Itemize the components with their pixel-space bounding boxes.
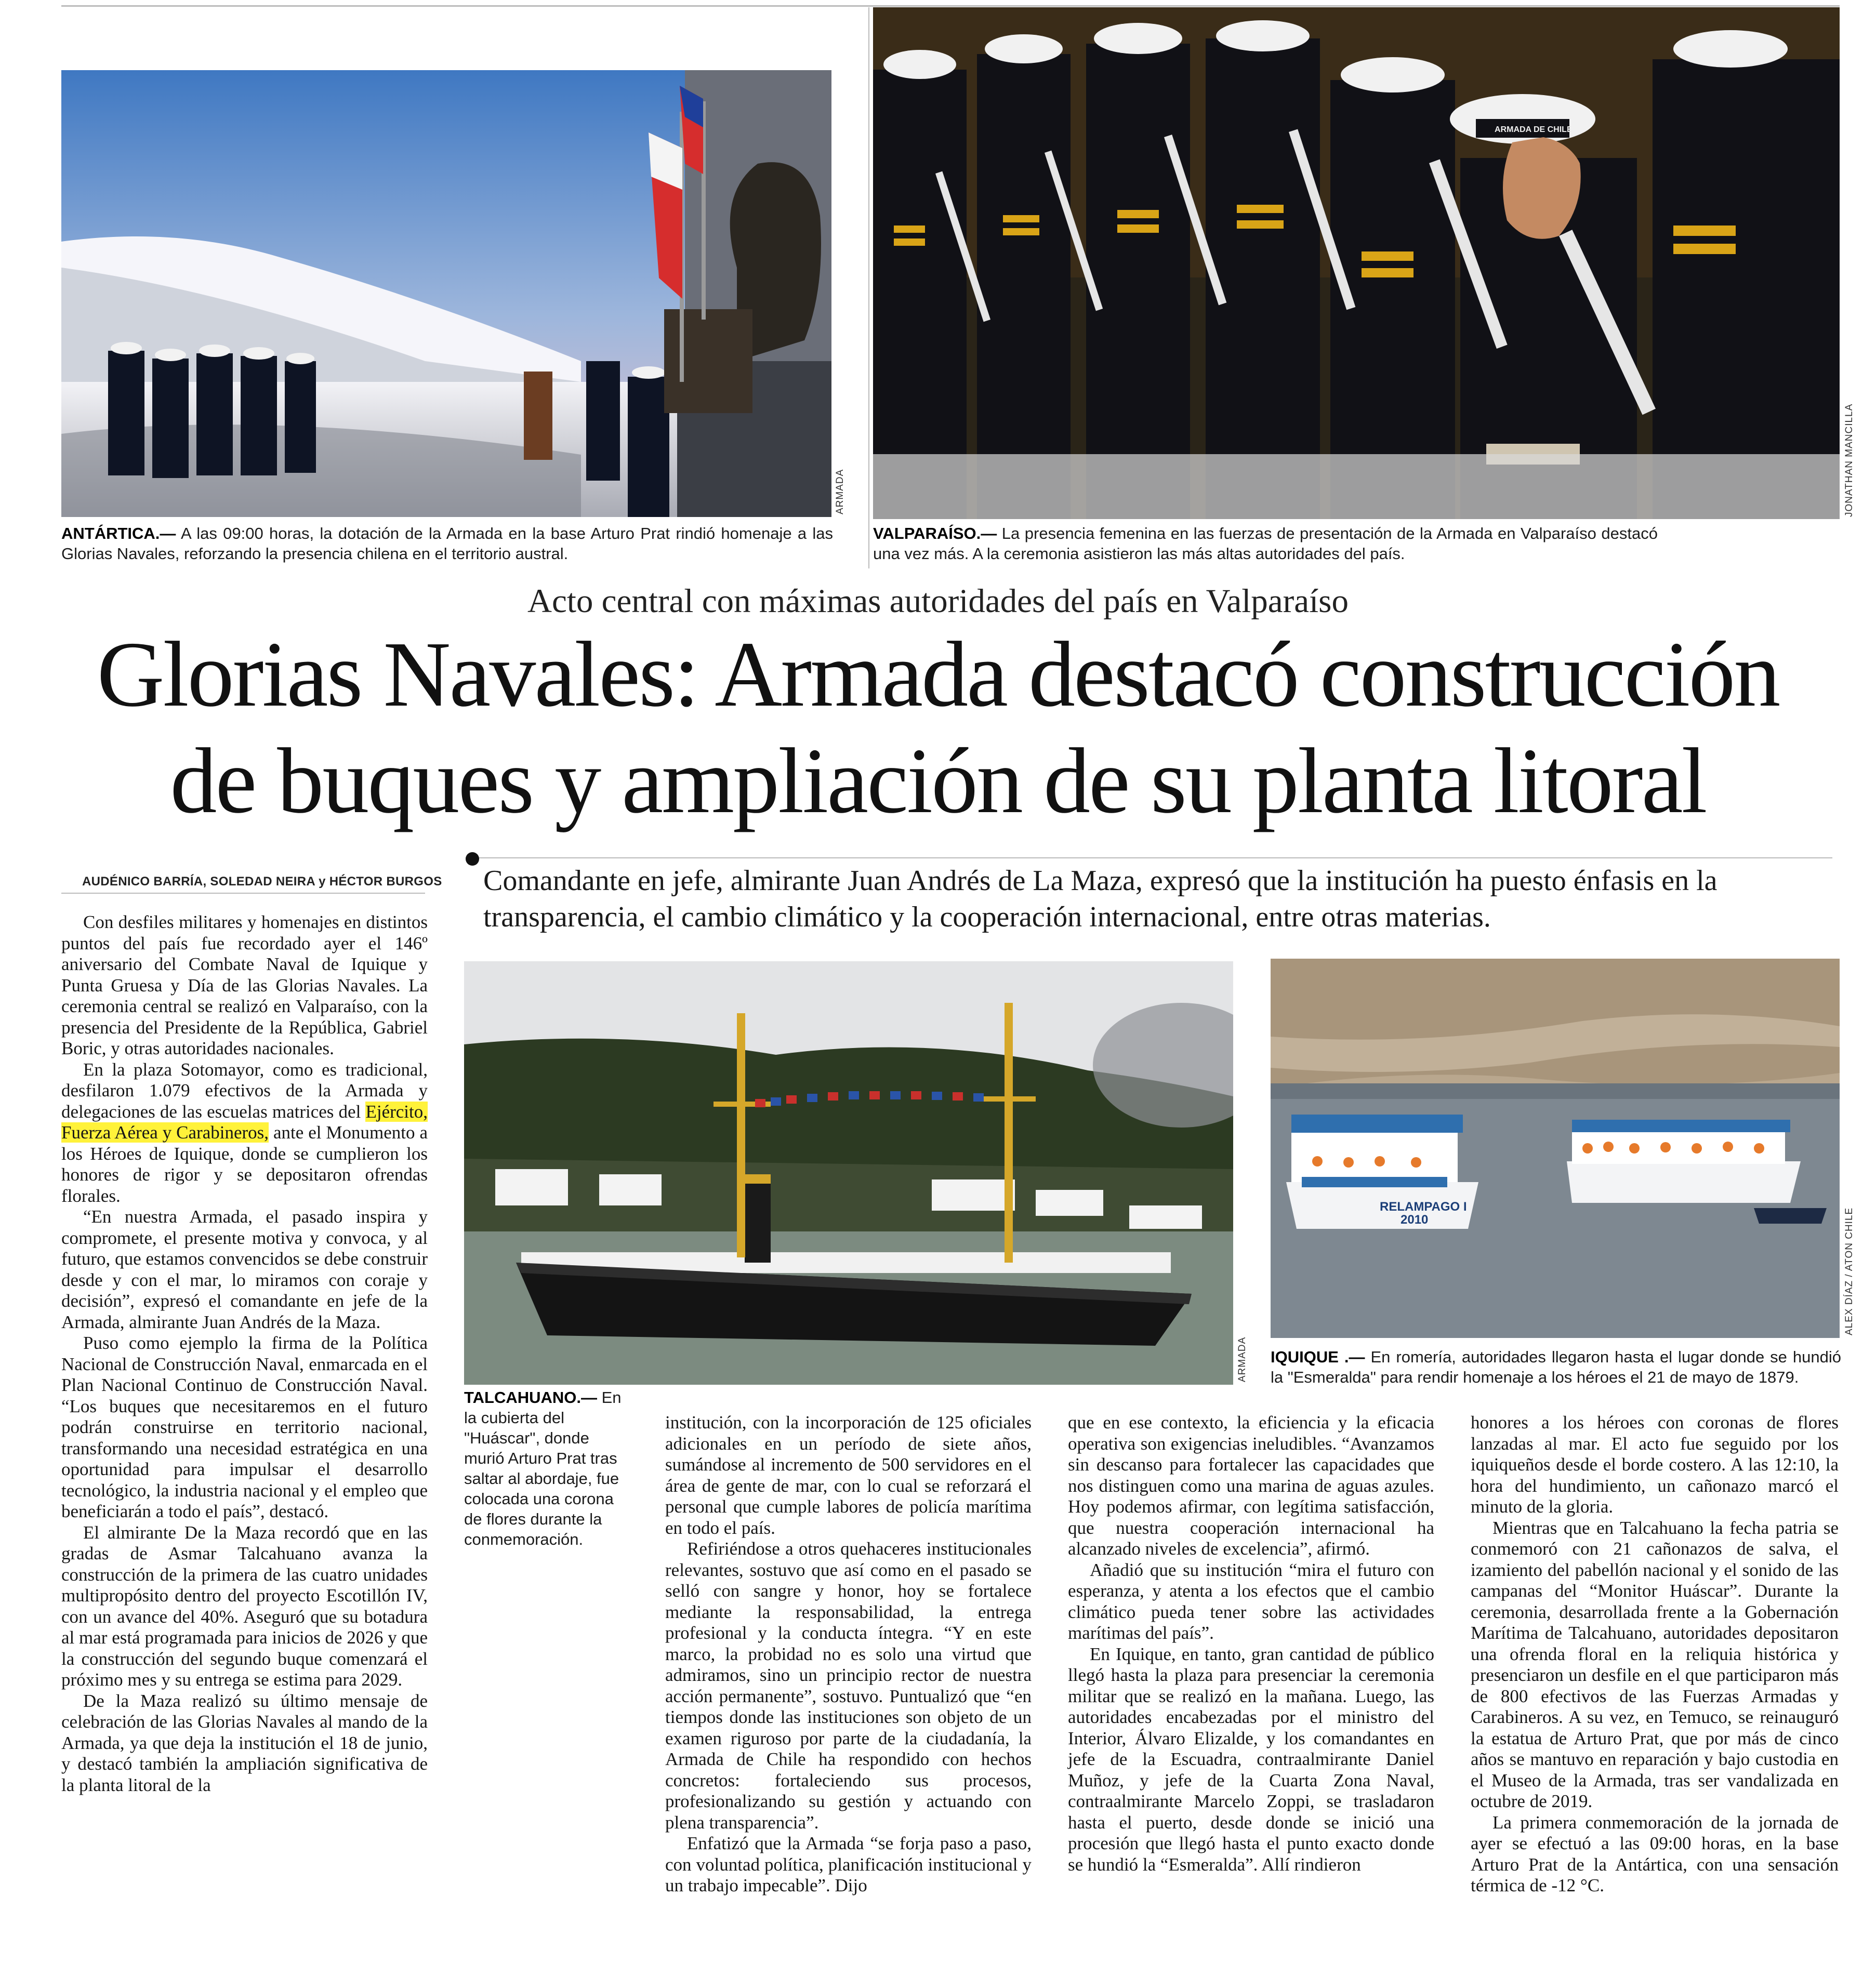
byline: AUDÉNICO BARRÍA, SOLEDAD NEIRA y HÉCTOR BURGOS	[82, 874, 442, 889]
deck-bullet	[466, 852, 479, 866]
caption-label-valparaiso: VALPARAÍSO.—	[873, 524, 997, 542]
photo-credit-talcahuano: ARMADA	[1237, 1336, 1248, 1382]
photo-credit-antartica: ARMADA	[835, 469, 845, 514]
photo-antartica	[61, 70, 831, 517]
photo-valparaiso	[873, 7, 1840, 519]
photo-credit-valparaiso: JONATHAN MANCILLA	[1844, 403, 1855, 517]
photo-talcahuano	[464, 961, 1233, 1385]
caption-text-antartica: A las 09:00 horas, la dotación de la Armada en la base Arturo Prat rindió homenaje a las Glorias Navales, reforzando la presencia chilena en el territorio austral.	[61, 524, 833, 563]
col1-p5: El almirante De la Maza recordó que en las gradas de Asmar Talcahuano avanza la construcción de la primera de las cuatro unidades multipropósito dentro del proyecto Escotillón IV, con un avance del 40%. Aseguró que su botadura al mar está programada para inicios de 2026 y que la construcción del segundo buque comenzará el próximo mes y su entrega se estima para 2029.	[61, 1522, 428, 1690]
top-rule-right	[867, 5, 1840, 7]
caption-label-talcahuano: TALCAHUANO.—	[464, 1388, 598, 1407]
caption-antartica	[61, 523, 833, 564]
col5-p1: honores a los héroes con coronas de flores lanzadas al mar. El acto fue seguido por los iquiqueños desde el borde costero. A las 12:10, la hora del hundimiento, un cañonazo marcó el minuto de la gloria.	[1471, 1412, 1839, 1517]
caption-text-talcahuano: En la cubierta del "Huáscar", donde murió Arturo Prat tras saltar al abordaje, fue colocada una corona de flores durante la conmemoración.	[464, 1388, 622, 1548]
col3-p3: Enfatizó que la Armada “se forja paso a paso, con voluntad política, planificación institucional y un trabajo impecable”. Dijo	[665, 1833, 1032, 1895]
caption-label-antartica: ANTÁRTICA.—	[61, 524, 176, 542]
col1-p2-b: ante el Monumento a los Héroes de Iquique, donde se cumplieron los honores de rigor y se depositaron ofrendas florales.	[61, 1122, 428, 1206]
deck: Comandante en jefe, almirante Juan Andrés de La Maza, expresó que la institución ha puesto énfasis en la transparencia, el cambio climático y la cooperación internacional, entre otras materias.	[483, 865, 1718, 933]
col3-p2: Refiriéndose a otros quehaceres institucionales relevantes, sostuvo que así como en el pasado se selló con sangre y honor, hoy se fortalece mediante la responsabilidad, la entrega profesional y la conducta íntegra. “Y en este marco, la probidad no es solo una virtud que admiramos, sino un principio rector de nuestra acción permanente”, sostuvo. Puntualizó que “en tiempos donde las instituciones son objeto de un examen riguroso por parte de la ciudadanía, la Armada de Chile ha respondido con hechos concretos: fortaleciendo sus procesos, profesionalizando su gestión y actuando con plena transparencia”.	[665, 1539, 1032, 1833]
deck-rule	[466, 857, 1832, 858]
boat-name: RELAMPAGO I	[1380, 1200, 1467, 1214]
caption-valparaiso	[873, 523, 1658, 564]
top-rule-left	[61, 5, 869, 7]
col1-p6: De la Maza realizó su último mensaje de celebración de las Glorias Navales al mando de la Armada, ya que deja la institución el 18 de junio, y destacó también la ampliación significativa de la planta litoral de la	[61, 1690, 428, 1795]
col1-p4: Puso como ejemplo la firma de la Política Nacional de Construcción Naval, enmarcada en el Plan Nacional Continuo de Construcción Naval. “Los buques que necesitaremos en el futuro podrán construirse en territorio nacional, transformando una necesidad estratégica en una oportunidad para impulsar el desarrollo tecnológico, la industria nacional y el empleo que beneficiarán a todo el país”, destacó.	[61, 1333, 428, 1521]
headline	[0, 621, 1876, 834]
headline-line-2: de buques y ampliación de su planta litoral	[170, 729, 1706, 832]
column-1	[61, 912, 428, 1796]
col1-p1: Con desfiles militares y homenajes en distintos puntos del país fue recordado ayer el 146º aniversario del Combate Naval de Iquique y Punta Gruesa y Día de las Glorias Navales. La ceremonia central se realizó en Valparaíso, con la presencia del Presidente de la República, Gabriel Boric, y otras autoridades nacionales.	[61, 912, 428, 1058]
caption-label-iquique: IQUIQUE .—	[1271, 1348, 1365, 1366]
column-4	[1068, 1412, 1434, 1875]
col1-p2-a: En la plaza Sotomayor, como es tradicional, desfilaron 1.079 efectivos de la Armada y delegaciones de las escuelas matrices del	[61, 1059, 428, 1122]
col5-p3: La primera conmemoración de la jornada de ayer se efectuó a las 09:00 horas, en la base Arturo Prat de la Antártica, con una sensación térmica de -12 °C.	[1471, 1812, 1839, 1895]
hat-band-text: ARMADA DE CHILE	[1495, 125, 1573, 134]
caption-iquique	[1271, 1347, 1841, 1387]
byline-rule	[61, 893, 425, 894]
column-3	[665, 1412, 1032, 1897]
col3-p1: institución, con la incorporación de 125 oficiales adicionales en un período de siete años, sumándose al incremento de 500 servidores en el área de gente de mar, con lo cual se reforzará el personal que cumple labores de policía marítima en todo el país.	[665, 1412, 1032, 1538]
column-5	[1471, 1412, 1839, 1897]
headline-line-1: Glorias Navales: Armada destacó construcción	[97, 622, 1779, 726]
photo-credit-iquique: ALEX DÍAZ / ATON CHILE	[1844, 1207, 1855, 1335]
column-rule-top-photos	[868, 7, 869, 568]
caption-text-iquique: En romería, autoridades llegaron hasta el lugar donde se hundió la "Esmeralda" para rendir homenaje a los héroes el 21 de mayo de 1879.	[1271, 1348, 1841, 1386]
kicker: Acto central con máximas autoridades del país en Valparaíso	[527, 582, 1349, 620]
col1-p3: “En nuestra Armada, el pasado inspira y compromete, el presente motiva y convoca, y al futuro, que estamos convencidos se debe construir desde y con el mar, lo miramos con coraje y decisión”, expresó el comandante en jefe de la Armada, almirante Juan Andrés de la Maza.	[61, 1207, 428, 1332]
col4-p1: que en ese contexto, la eficiencia y la eficacia operativa son exigencias ineludibles. “Avanzamos sin descanso para fortalecer las capacidades que nos distinguen como una marina de aguas azules. Hoy podemos afirmar, con legítima satisfacción, que nuestra cooperación internacional ha alcanzado niveles de excelencia”, afirmó.	[1068, 1412, 1434, 1559]
caption-text-valparaiso: La presencia femenina en las fuerzas de presentación de la Armada en Valparaíso destacó una vez más. A la ceremonia asistieron las más altas autoridades del país.	[873, 524, 1658, 563]
col5-p2: Mientras que en Talcahuano la fecha patria se conmemoró con 21 cañonazos de salva, el izamiento del pabellón nacional y el sonido de las campanas del “Monitor Huáscar”. Durante la ceremonia, desarrollada frente a la Gobernación Marítima de Talcahuano, autoridades depositaron una ofrenda floral en la reliquia histórica y presenciaron un desfile en el que participaron más de 800 efectivos de las Fuerzas Armadas y Carabineros. A su vez, en Temuco, se reinauguró la estatua de Arturo Prat, que por más de cinco años se mantuvo en reparación y bajo custodia en el Museo de la Armada, tras ser vandalizada en octubre de 2019.	[1471, 1517, 1839, 1811]
boat-number: 2010	[1401, 1213, 1429, 1227]
caption-talcahuano	[464, 1387, 630, 1549]
col1-p2-highlight: Ejército, Fuerza Aérea y Carabineros,	[61, 1101, 428, 1143]
photo-iquique	[1271, 959, 1840, 1338]
col4-p2: Añadió que su institución “mira el futuro con esperanza, y atenta a los efectos que el cambio climático pueda tener sobre las actividades marítimas del país”.	[1068, 1559, 1434, 1643]
col4-p3: En Iquique, en tanto, gran cantidad de público llegó hasta la plaza para presenciar la ceremonia militar que se realizó en la mañana. Luego, las autoridades encabezadas por el ministro del Interior, Álvaro Elizalde, y los comandantes en jefe de la Escuadra, contraalmirante Daniel Muñoz, y jefe de la Cuarta Zona Naval, contraalmirante Marcelo Zoppi, se trasladaron hasta el puerto, desde donde se inició una procesión que llegó hasta el punto exacto donde se hundió la “Esmeralda”. Allí rindieron	[1068, 1643, 1434, 1875]
col1-p2	[61, 1059, 428, 1207]
